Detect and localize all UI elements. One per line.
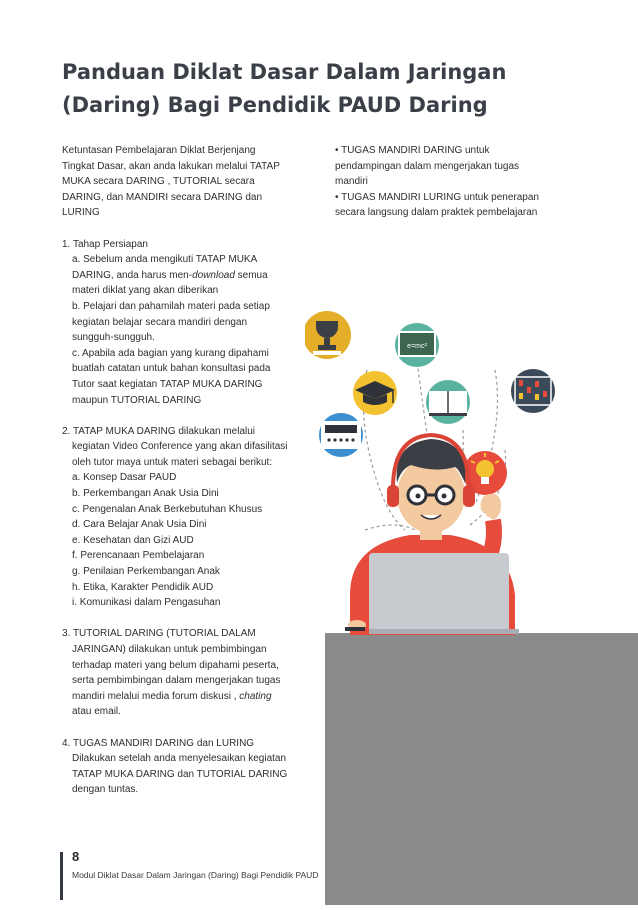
section4-line: dengan tuntas.: [72, 784, 139, 796]
section1-line: b. Pelajari dan pahamilah materi pada setiap: [72, 300, 270, 312]
section2-line: g. Penilaian Perkembangan Anak: [72, 566, 220, 578]
section3-line: mandiri melalui media forum diskusi , chating: [72, 690, 272, 702]
right-line: mandiri: [335, 176, 368, 188]
page-number: 8: [72, 849, 80, 864]
section1-heading: 1. Tahap Persiapan: [62, 238, 148, 250]
illustration-svg: [305, 305, 638, 905]
section4-line: Dilakukan setelah anda menyelesaikan kegiatan: [72, 753, 287, 765]
section1-line: maupun TUTORIAL DARING: [72, 394, 202, 406]
intro-line: Ketuntasan Pembelajaran Diklat Berjenjang: [62, 145, 256, 156]
section1-line: DARING, anda harus men-download semua: [72, 269, 268, 281]
section2-line: f. Perencanaan Pembelajaran: [72, 550, 205, 562]
intro-line: DARING, dan MANDIRI secara DARING dan: [62, 191, 263, 203]
right-line: • TUGAS MANDIRI LURING untuk penerapan: [335, 191, 539, 203]
section1-line: Tutor saat kegiatan TATAP MUKA DARING: [72, 378, 263, 390]
book-icon: [426, 380, 470, 424]
left-column: [62, 143, 312, 798]
footer-text: Modul Diklat Dasar Dalam Jaringan (Daring) Bagi Pendidik PAUD: [72, 870, 319, 880]
right-line: pendampingan dalam mengerjakan tugas: [335, 160, 520, 172]
section1-line: c. Apabila ada bagian yang kurang dipahami: [72, 347, 269, 359]
section2-heading: 2. TATAP MUKA DARING dilakukan melalui: [62, 425, 256, 437]
right-line: • TUGAS MANDIRI DARING untuk: [335, 145, 490, 156]
calculator-icon: [319, 413, 363, 457]
title-line-1: Panduan Diklat Dasar Dalam Jaringan: [62, 60, 507, 84]
section3-line: JARINGAN) dilakukan untuk pembimbingan: [72, 644, 267, 655]
trophy-icon: [305, 311, 351, 359]
chalkboard-icon: [395, 323, 439, 367]
section1-line: materi diklat yang akan diberikan: [72, 285, 219, 297]
section1-line: sungguh-sungguh.: [72, 332, 155, 344]
board-text: e=mc²: [407, 343, 427, 350]
chating-emphasis: chating: [239, 690, 272, 702]
section3-line: serta pembimbingan dalam mengerjakan tugas: [72, 675, 281, 687]
desk: [325, 633, 638, 905]
section2-line: a. Konsep Dasar PAUD: [72, 472, 177, 484]
section3-line: atau email.: [72, 706, 121, 718]
section2-line: e. Kesehatan dan Gizi AUD: [72, 534, 194, 546]
intro-line: MUKA secara DARING , TUTORIAL secara: [62, 176, 255, 188]
section2-line: c. Pengenalan Anak Berkebutuhan Khusus: [72, 503, 263, 515]
section2-line: b. Perkembangan Anak Usia Dini: [72, 488, 219, 500]
section2-line: kegiatan Video Conference yang akan difasilitasi: [72, 441, 288, 453]
section2-line: i. Komunikasi dalam Pengasuhan: [72, 597, 221, 609]
section3-heading: 3. TUTORIAL DARING (TUTORIAL DALAM: [62, 628, 256, 640]
page-title: [62, 56, 542, 122]
section2-line: oleh tutor maya untuk materi sebagai berikut:: [72, 456, 273, 468]
download-emphasis: download: [192, 269, 235, 281]
abacus-icon: [511, 369, 555, 413]
section3-line: terhadap materi yang belum dipahami peserta,: [72, 659, 279, 671]
intro-line: LURING: [62, 207, 100, 219]
intro-line: Tingkat Dasar, akan anda lakukan melalui TATAP: [62, 160, 280, 172]
laptop: [369, 553, 519, 634]
section1-line: buatlah catatan untuk bahan konsultasi pada: [72, 363, 271, 375]
section4-line: TATAP MUKA DARING dan TUTORIAL DARING: [72, 768, 288, 780]
section1-line: kegiatan belajar secara mandiri dengan: [72, 316, 248, 328]
section1-line: a. Sebelum anda mengikuti TATAP MUKA: [72, 254, 258, 266]
right-column: [335, 143, 590, 221]
section2-line: h. Etika, Karakter Pendidik AUD: [72, 581, 214, 593]
title-line-2: (Daring) Bagi Pendidik PAUD Daring: [62, 93, 488, 117]
section2-line: d. Cara Belajar Anak Usia Dini: [72, 519, 207, 531]
footer-bar: [60, 852, 63, 900]
section4-heading: 4. TUGAS MANDIRI DARING dan LURING: [62, 737, 255, 749]
right-line: secara langsung dalam praktek pembelajaran: [335, 207, 538, 219]
graduation-cap-icon: [353, 371, 397, 415]
learning-illustration: [305, 305, 638, 905]
